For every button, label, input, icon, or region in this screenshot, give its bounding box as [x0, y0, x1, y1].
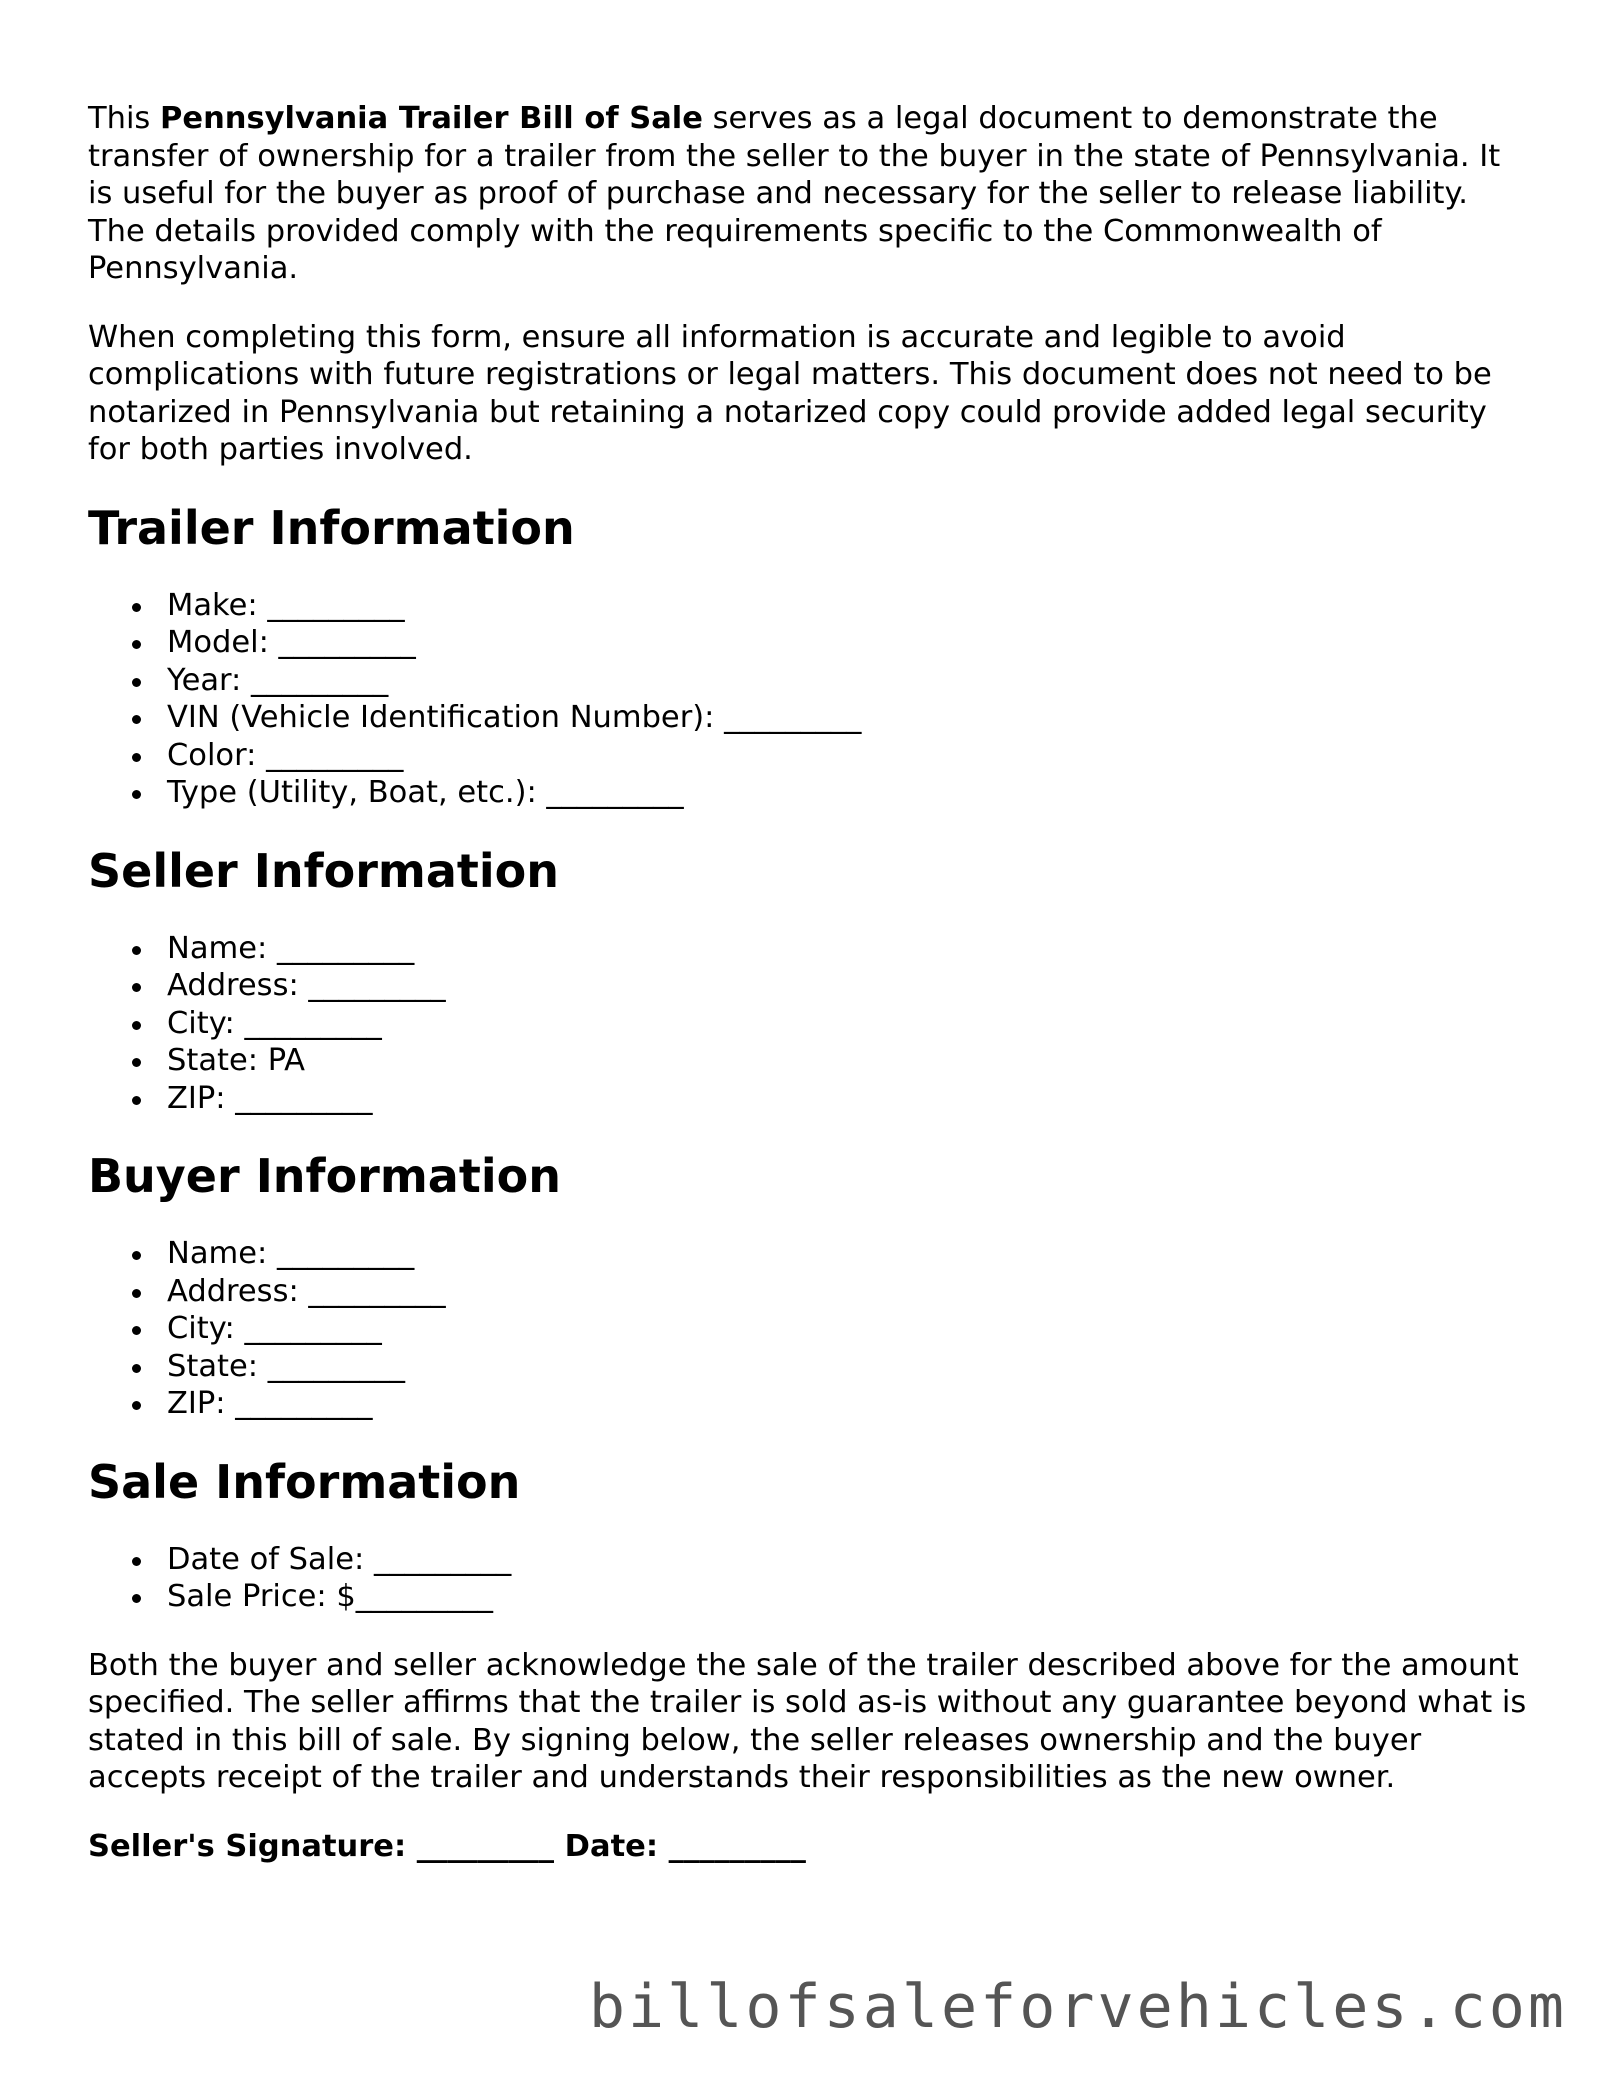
seller-info-heading: Seller Information [88, 843, 560, 898]
trailer-info-heading: Trailer Information [88, 500, 575, 555]
buyer-info-heading: Buyer Information [88, 1149, 561, 1203]
bullet-icon [132, 678, 141, 687]
bullet-icon [132, 640, 141, 649]
document-title-inline: Pennsylvania Trailer Bill of Sale [160, 101, 703, 136]
seller-field-state: State: PA [88, 1042, 1528, 1080]
seller-info-list [88, 930, 1528, 1118]
buyer-field-city: City: _________ [88, 1310, 1528, 1348]
bullet-icon [132, 753, 141, 762]
bullet-icon [132, 1326, 141, 1335]
intro-prefix: This [88, 101, 161, 136]
sale-info-list [88, 1541, 1528, 1616]
signature-date-label: Date: _________ [564, 1828, 806, 1864]
signature-line [88, 1828, 1528, 1866]
intro-suffix: serves as a legal document to demonstrate the transfer of ownership for a trailer from the seller to the buyer in the state of Pennsylvania. It is useful for the buyer as proof of purchase and necessary for the seller to release liability. The details provided comply with the requirements specific to the Commonwealth of Pennsylvania. [88, 101, 1501, 286]
buyer-field-name: Name: _________ [88, 1235, 1528, 1273]
buyer-field-state: State: _________ [88, 1348, 1528, 1386]
seller-field-city: City: _________ [88, 1005, 1528, 1043]
seller-field-zip: ZIP: _________ [88, 1080, 1528, 1118]
sale-info-heading: Sale Information [88, 1454, 521, 1509]
bullet-icon [132, 1251, 141, 1260]
bullet-icon [132, 1021, 141, 1030]
intro-paragraph-1 [88, 100, 1528, 288]
bullet-icon [132, 1096, 141, 1105]
field-year: Year: _________ [88, 662, 1528, 700]
intro-paragraph-2: When completing this form, ensure all information is accurate and legible to avoid complications with future registrations or legal matters. This document does not need to be notarized in Pennsylvania but retaining a notarized copy could provide added legal security for both parties involved. [88, 319, 1492, 467]
field-vin: VIN (Vehicle Identification Number): _________ [88, 699, 1528, 737]
field-model: Model: _________ [88, 624, 1528, 662]
bullet-icon [132, 1058, 141, 1067]
seller-field-name: Name: _________ [88, 930, 1528, 968]
bullet-icon [132, 1557, 141, 1566]
buyer-field-address: Address: _________ [88, 1273, 1528, 1311]
bullet-icon [132, 1594, 141, 1603]
bullet-icon [132, 603, 141, 612]
bullet-icon [132, 1289, 141, 1298]
watermark-text: billofsaleforvehicles.com [588, 1972, 1567, 2042]
buyer-field-zip: ZIP: _________ [88, 1385, 1528, 1423]
bullet-icon [132, 790, 141, 799]
document-page [88, 100, 1528, 1865]
sale-field-price: Sale Price: $_________ [88, 1578, 1528, 1616]
bullet-icon [132, 946, 141, 955]
bullet-icon [132, 1364, 141, 1373]
sale-field-date: Date of Sale: _________ [88, 1541, 1528, 1579]
bullet-icon [132, 1401, 141, 1410]
seller-field-address: Address: _________ [88, 967, 1528, 1005]
acknowledgement-paragraph: Both the buyer and seller acknowledge the sale of the trailer described above for the amount specified. The seller affirms that the trailer is sold as-is without any guarantee beyond what is stated in this bill of sale. By signing below, the seller releases ownership and the buyer accepts receipt of the trailer and understands their responsibilities as the new owner. [88, 1647, 1527, 1795]
seller-signature-label: Seller's Signature: _________ [88, 1828, 555, 1864]
trailer-info-list [88, 587, 1528, 812]
buyer-info-list [88, 1235, 1528, 1423]
field-make: Make: _________ [88, 587, 1528, 625]
bullet-icon [132, 715, 141, 724]
field-color: Color: _________ [88, 737, 1528, 775]
bullet-icon [132, 983, 141, 992]
field-type: Type (Utility, Boat, etc.): _________ [88, 774, 1528, 812]
